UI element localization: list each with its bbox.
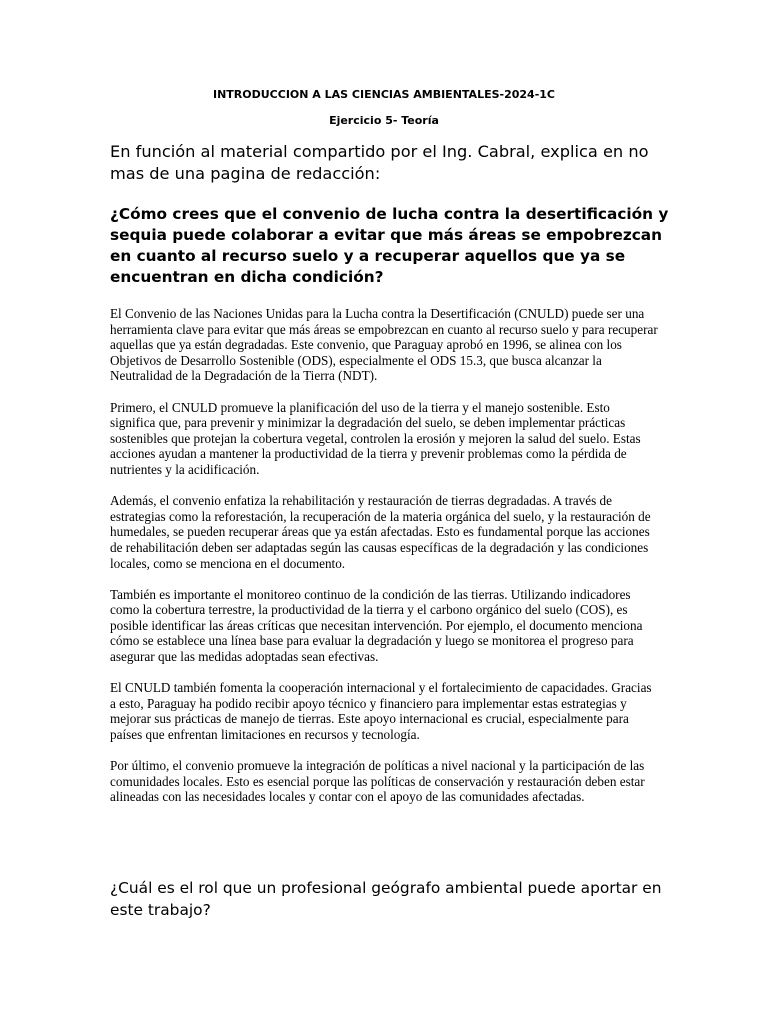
answer-paragraph: Primero, el CNULD promueve la planificación del uso de la tierra y el manejo sostenible. Esto significa que, para prevenir y minimizar la degradación del suelo, se deben implementar prácticas sostenibles que protejan la cobertura vegetal, controlen la erosión y mejoren la salud del suelo. Estas acciones ayudan a mantener la productividad de la tierra y prevenir problemas como la pérdida de nutrientes y la acidificación. (110, 399, 641, 477)
instruction-text: En función al material compartido por el Ing. Cabral, explica en no mas de una pagina de redacción: (110, 142, 649, 183)
answer-paragraph: El Convenio de las Naciones Unidas para la Lucha contra la Desertificación (CNULD) puede ser una herramienta clave para evitar que más áreas se empobrezcan en cuanto al recurso suelo y para recuperar aquellas que ya están degradadas. Este convenio, que Paraguay aprobó en 1996, se alinea con los Objetivos de Desarrollo Sostenible (ODS), especialmente el ODS 15.3, que busca alcanzar la Neutralidad de la Degradación de la Tierra (NDT). (110, 306, 658, 384)
course-title: INTRODUCCION A LAS CIENCIAS AMBIENTALES-2024-1C (213, 88, 555, 101)
question-2: ¿Cuál es el rol que un profesional geógrafo ambiental puede aportar en este trabajo? (110, 879, 662, 919)
answer-paragraph: Además, el convenio enfatiza la rehabilitación y restauración de tierras degradadas. A través de estrategias como la reforestación, la recuperación de la materia orgánica del suelo, y la restauración de humedales, se pueden recuperar áreas que ya están afectadas. Esto es fundamental porque las acciones de rehabilitación deben ser adaptadas según las causas específicas de la degradación y las condiciones locales, como se menciona en el documento. (110, 493, 651, 571)
question-1: ¿Cómo crees que el convenio de lucha contra la desertificación y sequia puede colaborar a evitar que más áreas se empobrezcan en cuanto al recurso suelo y a recuperar aquellos que ya se encuentran en dicha condición? (110, 205, 669, 286)
exercise-title: Ejercicio 5- Teoría (329, 114, 439, 127)
answer-paragraph: El CNULD también fomenta la cooperación internacional y el fortalecimiento de capacidades. Gracias a esto, Paraguay ha podido recibir apoyo técnico y financiero para implementar estas estrategias y mejorar sus prácticas de manejo de tierras. Este apoyo internacional es crucial, especialmente para países que enfrentan limitaciones en recursos y tecnología. (110, 680, 652, 743)
answer-body (110, 306, 658, 821)
answer-paragraph: También es importante el monitoreo continuo de la condición de las tierras. Utilizando indicadores como la cobertura terrestre, la productividad de la tierra y el carbono orgánico del suelo (COS), es posible identificar las áreas críticas que necesitan intervención. Por ejemplo, el documento menciona cómo se establece una línea base para evaluar la degradación y luego se monitorea el progreso para asegurar que las medidas adoptadas sean efectivas. (110, 586, 643, 665)
answer-paragraph: Por último, el convenio promueve la integración de políticas a nivel nacional y la participación de las comunidades locales. Esto es esencial porque las políticas de conservación y restauración deben estar alineadas con las necesidades locales y contar con el apoyo de las comunidades afectadas. (110, 758, 645, 805)
